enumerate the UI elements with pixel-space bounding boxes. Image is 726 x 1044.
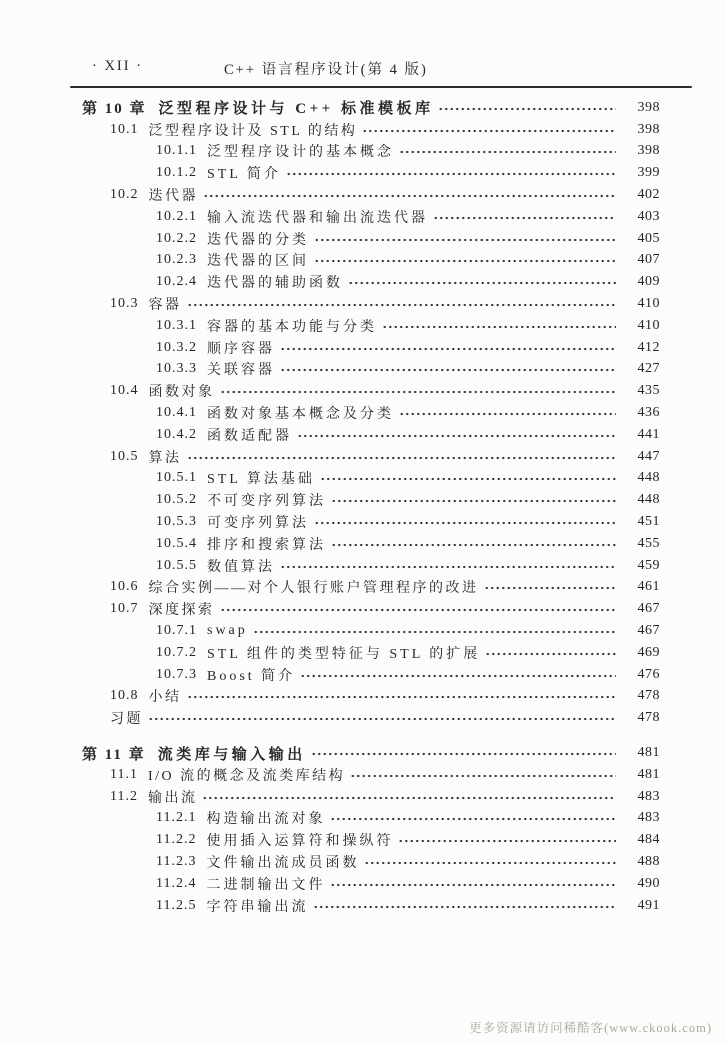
book-title: C++ 语言程序设计(第 4 版): [224, 62, 428, 78]
toc-entry-number: 10.7.1: [156, 623, 197, 639]
toc-entry-title: 使用插入运算符和操纵符: [206, 834, 394, 850]
page-number-label: · XII ·: [92, 58, 144, 74]
toc-entry-title: 迭代器的分类: [207, 232, 309, 248]
toc-entry-title: 排序和搜索算法: [207, 537, 326, 553]
toc-entry-number: 10.7.2: [156, 644, 197, 660]
toc-row: [60, 141, 660, 163]
header-rule: [70, 86, 692, 88]
toc-entry-title: 泛型程序设计及 STL 的结构: [148, 123, 358, 139]
toc-entry-title: 不可变序列算法: [207, 494, 326, 510]
dot-leader: [331, 538, 616, 552]
dot-leader: [348, 276, 616, 290]
toc-page-number: 469: [637, 644, 660, 660]
dot-leader: [220, 603, 617, 617]
dot-leader: [350, 769, 616, 783]
dot-leader: [314, 516, 616, 530]
toc-entry-number: 10.1.2: [156, 165, 197, 181]
toc-page-number: 407: [637, 252, 660, 268]
toc-entry-title: I/O 流的概念及流类库结构: [147, 768, 346, 784]
toc-page-number: 448: [637, 492, 660, 508]
dot-leader: [484, 581, 617, 595]
dot-leader: [362, 124, 616, 138]
dot-leader: [187, 298, 617, 312]
dot-leader: [203, 189, 616, 203]
toc-entry-number: 10.2.3: [156, 252, 197, 268]
toc-entry-number: 10.4.1: [156, 405, 197, 421]
dot-leader: [280, 342, 616, 356]
toc-page-number: 484: [637, 832, 660, 848]
toc-row: [60, 664, 660, 686]
dot-leader: [330, 812, 616, 826]
toc-row: [60, 598, 660, 620]
dot-leader: [330, 878, 616, 892]
toc-entry-number: 10.8: [110, 688, 139, 704]
dot-leader: [438, 102, 616, 116]
dot-leader: [364, 856, 616, 870]
dot-leader: [311, 747, 616, 761]
toc-page-number: 410: [637, 317, 660, 333]
toc-entry-title: 输入流迭代器和输出流迭代器: [207, 210, 428, 226]
toc-row: [60, 184, 660, 206]
toc-row: [60, 271, 660, 293]
toc-entry-number: 10.5.1: [156, 470, 197, 486]
toc-entry-number: 10.6: [110, 579, 139, 595]
toc-row: [60, 577, 660, 599]
toc-page-number: 467: [637, 601, 660, 617]
toc-row: [60, 359, 660, 381]
toc-entry-number: 10.7.3: [156, 666, 197, 682]
toc-entry-title: 深度探索: [148, 603, 215, 619]
toc-page-number: 488: [637, 853, 660, 869]
dot-leader: [314, 233, 616, 247]
toc-page-number: 398: [637, 121, 660, 137]
dot-leader: [399, 145, 616, 159]
toc-entry-title: STL 算法基础: [207, 472, 315, 488]
toc-row: [60, 686, 660, 708]
toc-row: [60, 764, 660, 786]
toc-row: [60, 555, 660, 577]
toc-page-number: 436: [637, 405, 660, 421]
toc-entry-title: 数值算法: [207, 559, 275, 575]
toc-row: [60, 808, 660, 830]
toc-entry-title: 文件输出流成员函数: [206, 855, 360, 871]
toc-page-number: 478: [637, 688, 660, 704]
dot-leader: [286, 167, 616, 181]
toc-row: [60, 895, 660, 917]
toc-entry-title: 迭代器: [148, 189, 198, 205]
toc-page-number: 409: [637, 274, 660, 290]
toc-page-number: 412: [637, 339, 660, 355]
toc-page-number: 476: [637, 666, 660, 682]
toc-entry-number: 10.3.1: [156, 317, 197, 333]
toc-entry-title: 函数对象: [148, 385, 215, 401]
toc-entry-number: 11.2.2: [156, 832, 197, 848]
toc-row: [60, 293, 660, 315]
toc-entry-number: 10.5.4: [156, 535, 197, 551]
toc-entry-title: 小结: [148, 690, 182, 706]
toc-entry-title: 函数对象基本概念及分类: [207, 407, 394, 423]
toc-entry-title: 算法: [148, 450, 182, 466]
toc-page-number: 403: [637, 208, 660, 224]
toc-entry-number: 11.2.1: [156, 810, 197, 826]
toc-row: [60, 489, 660, 511]
toc-entry-title: 迭代器的区间: [207, 254, 309, 270]
toc-row: [60, 206, 660, 228]
toc-row: [60, 707, 660, 729]
toc-page-number: 402: [637, 187, 660, 203]
toc-entry-title: 构造输出流对象: [206, 812, 326, 828]
toc-page-number: 455: [637, 535, 660, 551]
toc-page-number: 447: [637, 448, 660, 464]
dot-leader: [433, 211, 616, 225]
toc-entry-number: 10.2: [110, 187, 139, 203]
toc-page-number: 435: [637, 383, 660, 399]
dot-leader: [331, 494, 616, 508]
toc-row: [60, 315, 660, 337]
toc-row: [60, 402, 660, 424]
toc-entry-number: 10.5.5: [156, 557, 197, 573]
toc-page-number: 405: [637, 230, 660, 246]
dot-leader: [220, 385, 617, 399]
dot-leader: [382, 320, 616, 334]
dot-leader: [187, 451, 617, 465]
toc-entry-title: 容器: [148, 298, 182, 314]
toc-entry-title: 容器的基本功能与分类: [207, 319, 377, 335]
dot-leader: [202, 791, 616, 805]
toc-row: [60, 511, 660, 533]
toc-entry-number: 10.1: [110, 121, 139, 137]
toc-row: [60, 228, 660, 250]
toc-entry-number: 10.2.2: [156, 230, 197, 246]
toc-entry-number: 11.2.3: [156, 853, 197, 869]
toc-entry-number: 10.7: [110, 601, 139, 617]
dot-leader: [313, 900, 616, 914]
toc-row: [60, 97, 660, 119]
toc-page-number: 478: [637, 710, 660, 726]
toc-row: [60, 250, 660, 272]
toc-entry-number: 10.5.3: [156, 514, 197, 530]
toc-row: [60, 742, 660, 764]
toc-entry-number: 10.4.2: [156, 426, 197, 442]
dot-leader: [148, 712, 616, 726]
toc-entry-title: 关联容器: [207, 363, 275, 379]
dot-leader: [187, 690, 617, 704]
toc-entry-title: 可变序列算法: [207, 516, 309, 532]
toc-entry-title: 函数适配器: [207, 428, 292, 444]
dot-leader: [280, 560, 616, 574]
toc-entry-number: 10.5: [110, 448, 139, 464]
toc-entry-title: swap: [207, 623, 248, 639]
toc-row: [60, 380, 660, 402]
toc-entry-number: 10.1.1: [156, 143, 197, 159]
toc-page-number: 467: [637, 623, 660, 639]
toc-row: [60, 337, 660, 359]
toc-entry-title: 流类库与输入输出: [157, 746, 306, 763]
toc-page-number: 398: [637, 143, 660, 159]
page-header: [0, 58, 726, 78]
toc-entry-title: STL 简介: [207, 167, 281, 183]
dot-leader: [399, 407, 616, 421]
dot-leader: [300, 669, 616, 683]
dot-leader: [280, 363, 616, 377]
toc-page-number: 461: [637, 579, 660, 595]
toc-row: [60, 620, 660, 642]
toc-page-number: 459: [637, 557, 660, 573]
toc-page-number: 399: [637, 165, 660, 181]
toc-page-number: 410: [637, 296, 660, 312]
toc-page-number: 451: [637, 514, 660, 530]
toc-entry-number: 10.2.4: [156, 274, 197, 290]
toc-entry-title: 泛型程序设计与 C++ 标准模板库: [158, 101, 434, 118]
toc-row: [60, 424, 660, 446]
dot-leader: [297, 429, 616, 443]
toc-entry-number: 11.2.5: [156, 897, 197, 913]
toc-entry-title: 顺序容器: [207, 341, 275, 357]
toc-entry-number: 10.3.2: [156, 339, 197, 355]
toc-row: [60, 119, 660, 141]
toc-page-number: 481: [637, 766, 660, 782]
watermark-footer: 更多资源请访问稀酷客(www.ckook.com): [469, 1021, 712, 1035]
dot-leader: [253, 625, 616, 639]
toc-row: [60, 446, 660, 468]
toc-entry-title: 二进制输出文件: [206, 877, 326, 893]
toc-row: [60, 829, 660, 851]
toc-entry-title: 字符串输出流: [206, 899, 309, 915]
toc-entry-number: 10.3.3: [156, 361, 197, 377]
dot-leader: [485, 647, 616, 661]
toc-entry-number: 11.2.4: [156, 875, 197, 891]
toc-entry-title: 迭代器的辅助函数: [207, 276, 343, 292]
toc-row: [60, 786, 660, 808]
toc-row: [60, 533, 660, 555]
toc-page-number: 490: [637, 875, 660, 891]
toc-entry-number: 第 10 章: [82, 101, 147, 118]
toc-page-number: 483: [637, 788, 660, 804]
toc-entry-number: 10.2.1: [156, 208, 197, 224]
toc-page-number: 481: [637, 745, 660, 760]
toc-row: [60, 642, 660, 664]
toc-entry-number: 10.4: [110, 383, 139, 399]
toc-entry-number: 11.1: [110, 766, 138, 782]
toc-row: [60, 162, 660, 184]
toc-page-number: 441: [637, 426, 660, 442]
toc-entry-title: 泛型程序设计的基本概念: [207, 145, 394, 161]
toc-page-number: 491: [637, 897, 660, 913]
toc-row: [60, 851, 660, 873]
toc-entry-number: 11.2: [110, 788, 138, 804]
toc-row: [60, 468, 660, 490]
toc-page-number: 448: [637, 470, 660, 486]
toc-page-number: 398: [637, 99, 660, 115]
dot-leader: [320, 472, 616, 486]
dot-leader: [314, 254, 616, 268]
toc-list: [60, 97, 660, 916]
toc-entry-title: STL 组件的类型特征与 STL 的扩展: [207, 646, 481, 662]
toc-entry-number: 10.5.2: [156, 492, 197, 508]
toc-entry-number: 10.3: [110, 296, 139, 312]
toc-page-number: 483: [637, 810, 660, 826]
toc-entry-title: 习题: [110, 712, 143, 728]
toc-page-number: 427: [637, 361, 660, 377]
toc-entry-title: 综合实例——对个人银行账户管理程序的改进: [148, 581, 479, 597]
toc-row: [60, 873, 660, 895]
dot-leader: [398, 834, 616, 848]
toc-entry-title: Boost 简介: [207, 668, 296, 684]
toc-entry-title: 输出流: [147, 790, 198, 806]
toc-entry-number: 第 11 章: [82, 746, 146, 763]
